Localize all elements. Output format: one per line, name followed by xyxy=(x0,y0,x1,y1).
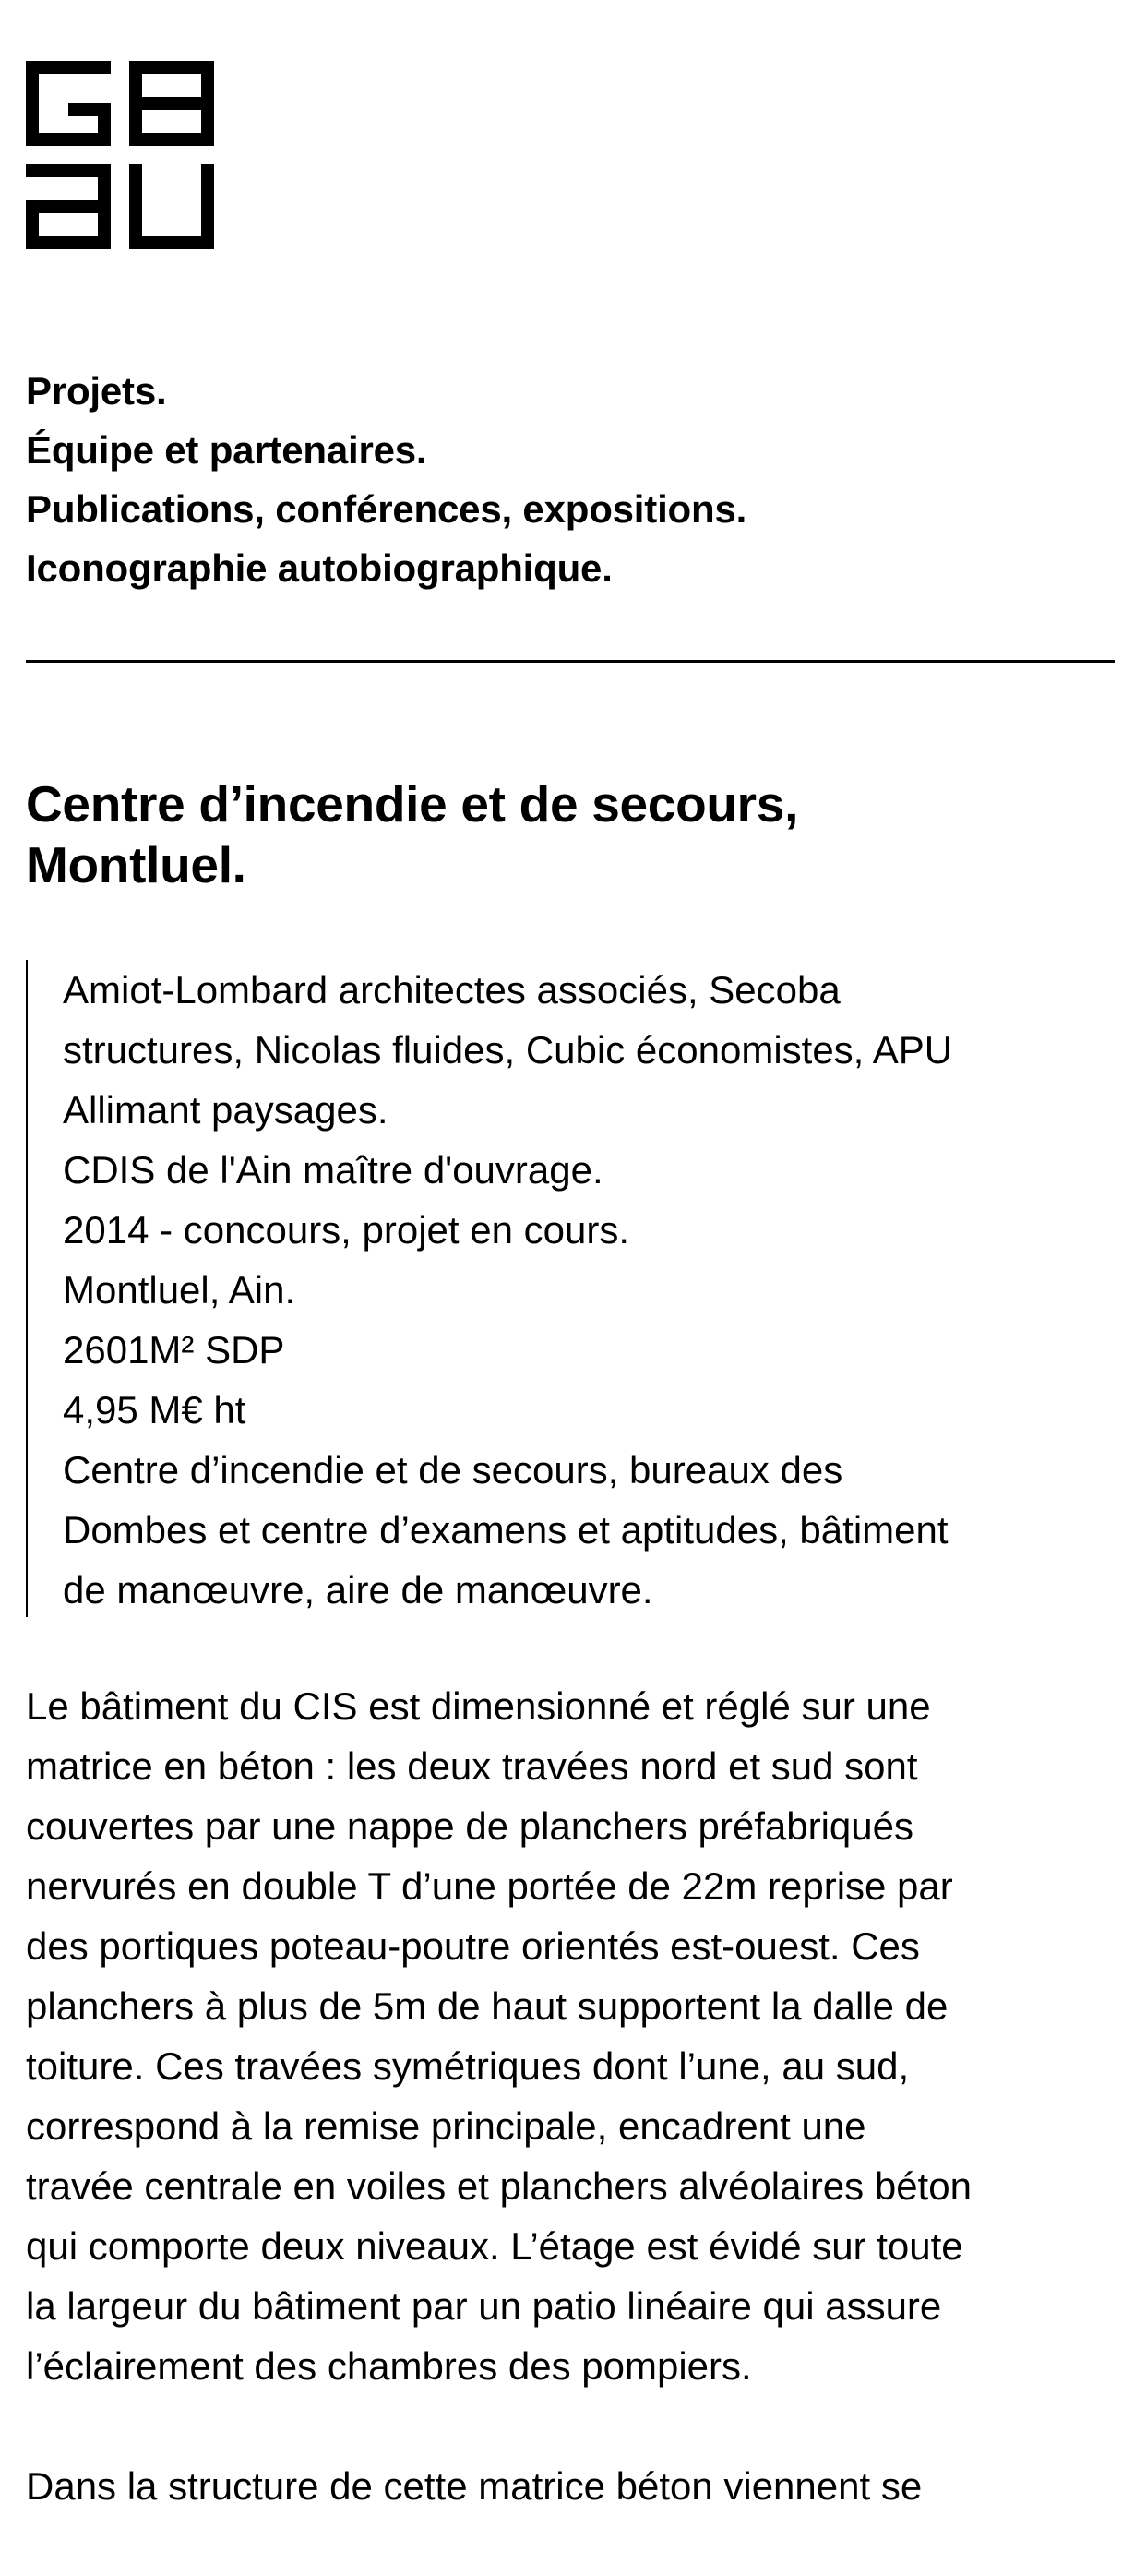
paragraph-line: planchers à plus de 5m de haut supportent la dalle de xyxy=(26,1984,949,2028)
meta-line: Allimant paysages. xyxy=(63,1088,388,1132)
paragraph-line: couvertes par une nappe de planchers préfabriqués xyxy=(26,1804,913,1848)
project-title-line: Centre d’incendie et de secours, xyxy=(26,775,799,833)
project-title-line: Montluel. xyxy=(26,836,246,893)
paragraph-line: travée centrale en voiles et planchers alvéolaires béton xyxy=(26,2164,972,2208)
meta-line: Centre d’incendie et de secours, bureaux des xyxy=(63,1448,843,1492)
nav-link-equipe[interactable]: Équipe et partenaires. xyxy=(26,428,427,472)
project-description xyxy=(26,1676,1115,2576)
meta-line: structures, Nicolas fluides, Cubic économistes, APU xyxy=(63,1028,953,1072)
nav-item-projets[interactable] xyxy=(26,362,746,421)
gbau-logo-icon xyxy=(26,61,214,249)
paragraph-line: matrice en béton : les deux travées nord et sud sont xyxy=(26,1744,918,1788)
paragraph-line: Dans la structure de cette matrice béton viennent se xyxy=(26,2464,923,2508)
meta-line: 2014 - concours, projet en cours. xyxy=(63,1208,630,1252)
meta-line: de manœuvre, aire de manœuvre. xyxy=(63,1568,653,1611)
meta-line: Montluel, Ain. xyxy=(63,1268,296,1312)
nav-link-publications[interactable]: Publications, conférences, expositions. xyxy=(26,487,747,531)
meta-line: Dombes et centre d’examens et aptitudes, bâtiment xyxy=(63,1508,949,1552)
meta-line: 4,95 M€ ht xyxy=(63,1388,246,1432)
nav-item-publications[interactable] xyxy=(26,480,746,539)
project-title xyxy=(26,773,1115,895)
paragraph-line: nervurés en double T d’une portée de 22m reprise par xyxy=(26,1864,953,1908)
description-paragraph xyxy=(26,2456,1115,2516)
nav-divider xyxy=(26,660,1115,663)
paragraph-line: correspond à la remise principale, encadrent une xyxy=(26,2104,866,2148)
paragraph-line: Le bâtiment du CIS est dimensionné et réglé sur une xyxy=(26,1684,931,1728)
gbau-logo[interactable] xyxy=(26,61,214,249)
project-meta-block xyxy=(26,960,1115,1617)
nav-link-projets[interactable]: Projets. xyxy=(26,369,167,413)
description-paragraph xyxy=(26,1676,1115,2396)
nav-item-equipe[interactable] xyxy=(26,421,746,480)
paragraph-line: toiture. Ces travées symétriques dont l’une, au sud, xyxy=(26,2044,910,2088)
paragraph-line: des portiques poteau-poutre orientés est-ouest. Ces xyxy=(26,1924,920,1968)
meta-line: 2601M² SDP xyxy=(63,1328,285,1372)
paragraph-line: la largeur du bâtiment par un patio linéaire qui assure xyxy=(26,2284,942,2328)
main-nav xyxy=(26,362,746,598)
nav-link-iconographie[interactable]: Iconographie autobiographique. xyxy=(26,546,613,590)
paragraph-line: l’éclairement des chambres des pompiers. xyxy=(26,2344,752,2388)
paragraph-line: qui comporte deux niveaux. L’étage est évidé sur toute xyxy=(26,2224,963,2268)
nav-item-iconographie[interactable] xyxy=(26,539,746,598)
meta-line: Amiot-Lombard architectes associés, Secoba xyxy=(63,968,841,1012)
meta-line: CDIS de l'Ain maître d'ouvrage. xyxy=(63,1148,603,1192)
